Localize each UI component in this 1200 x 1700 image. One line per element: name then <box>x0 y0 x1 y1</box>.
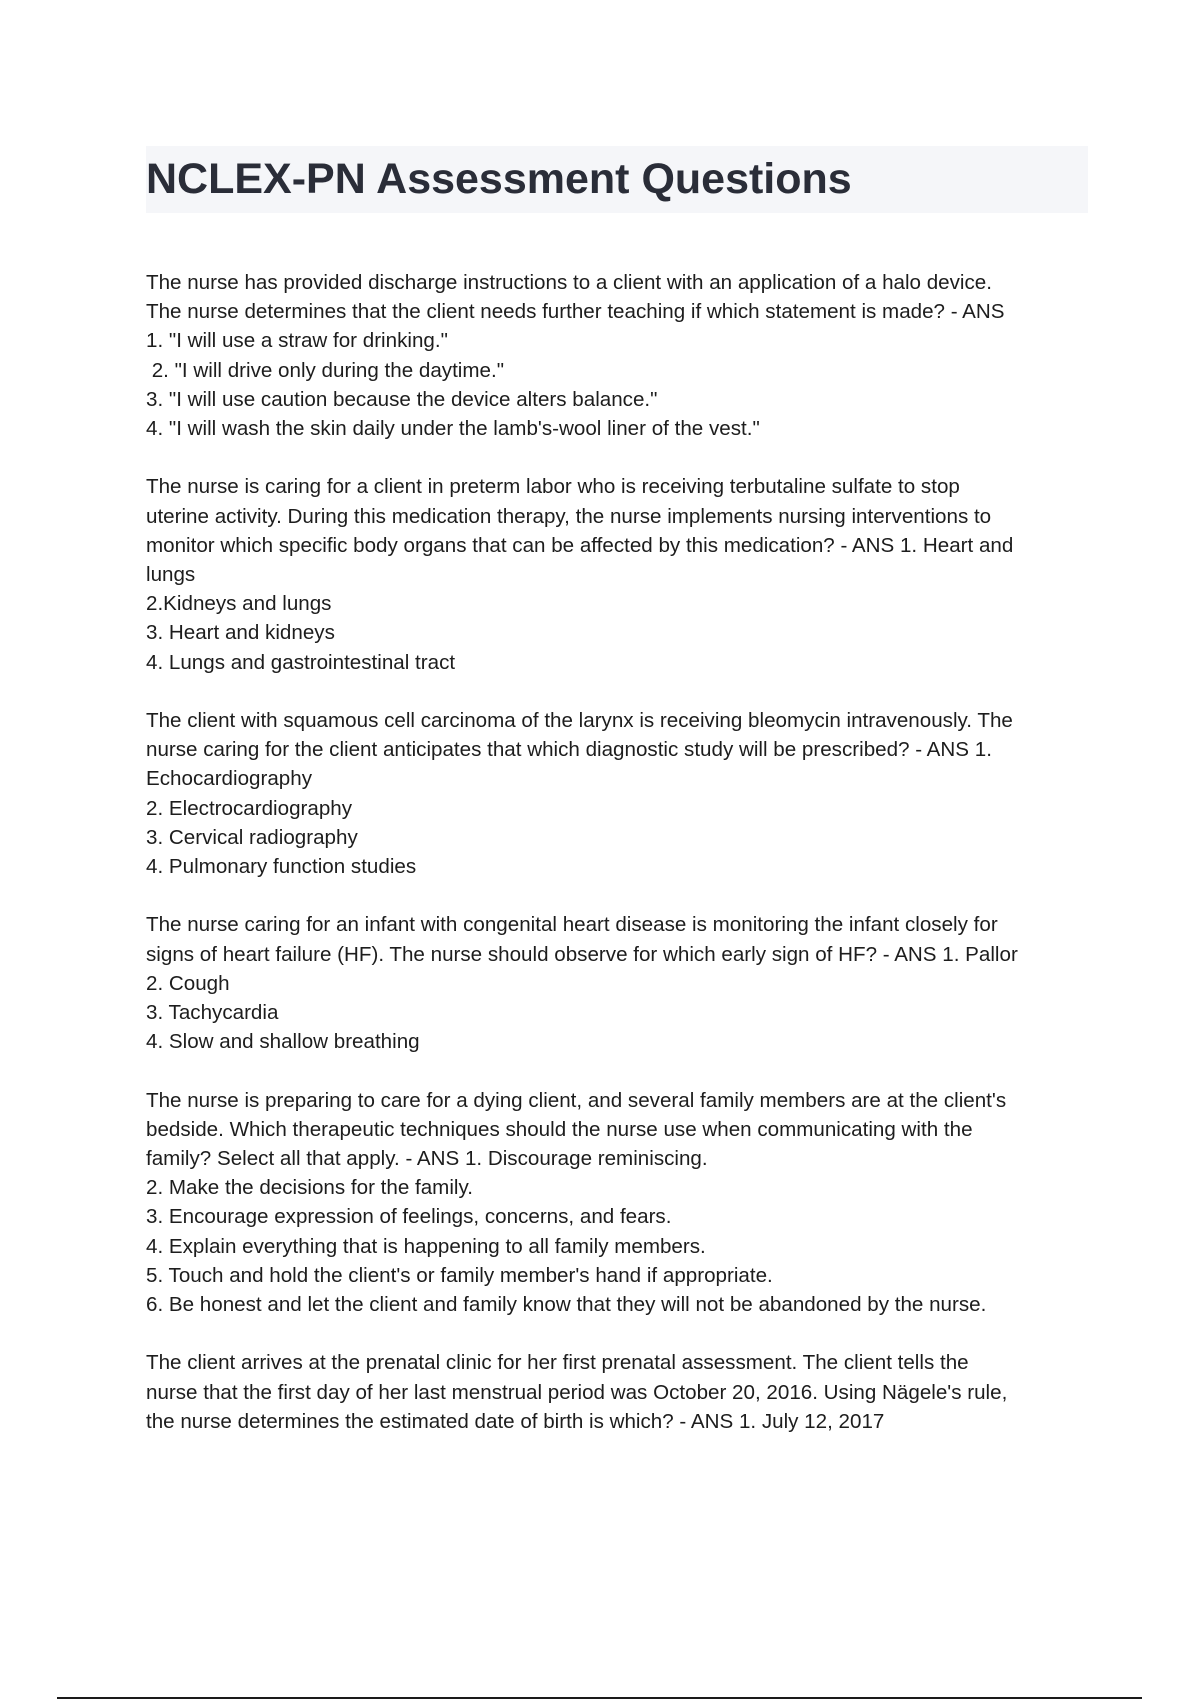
answer-option: 4. Lungs and gastrointestinal tract <box>146 650 456 674</box>
question-line: The nurse is preparing to care for a dying client, and several family members are at the client's <box>146 1088 1007 1112</box>
answer-option: lungs <box>146 563 196 587</box>
answer-option: 5. Touch and hold the client's or family member's hand if appropriate. <box>146 1263 773 1287</box>
question-line: family? Select all that apply. - ANS 1. Discourage reminiscing. <box>146 1147 708 1171</box>
question-line: The client with squamous cell carcinoma of the larynx is receiving bleomycin intravenously. The <box>146 709 1013 733</box>
question-list <box>146 268 1096 1465</box>
footer-divider <box>57 1697 1142 1699</box>
question-line: The nurse determines that the client needs further teaching if which statement is made? - ANS <box>146 300 1005 324</box>
answer-option: 4. Slow and shallow breathing <box>146 1030 420 1054</box>
answer-option: 2. Electrocardiography <box>146 796 353 820</box>
answer-option: 3. Tachycardia <box>146 1001 279 1025</box>
question-line: uterine activity. During this medication therapy, the nurse implements nursing interventions to <box>146 504 992 528</box>
question-line: bedside. Which therapeutic techniques should the nurse use when communicating with the <box>146 1117 973 1141</box>
question-line: monitor which specific body organs that can be affected by this medication? - ANS 1. Heart and <box>146 533 1014 557</box>
answer-option: 1. "I will use a straw for drinking." <box>146 329 448 353</box>
question-line: nurse caring for the client anticipates that which diagnostic study will be prescribed? - ANS 1. <box>146 738 992 762</box>
question-line: the nurse determines the estimated date of birth is which? - ANS 1. July 12, 2017 <box>146 1409 885 1433</box>
question-line: The client arrives at the prenatal clinic for her first prenatal assessment. The client tells the <box>146 1351 969 1375</box>
answer-option: 3. Cervical radiography <box>146 825 358 849</box>
question-line: nurse that the first day of her last menstrual period was October 20, 2016. Using Nägele's rule, <box>146 1380 1008 1404</box>
question-block-1 <box>146 268 1096 443</box>
question-block-4 <box>146 910 1096 1056</box>
answer-option: 4. Explain everything that is happening to all family members. <box>146 1234 706 1258</box>
page-title: NCLEX-PN Assessment Questions <box>146 155 852 203</box>
answer-option: 6. Be honest and let the client and family know that they will not be abandoned by the nurse. <box>146 1293 987 1317</box>
question-block-3 <box>146 706 1096 881</box>
question-line: The nurse has provided discharge instructions to a client with an application of a halo device. <box>146 271 992 294</box>
answer-option: 2.Kidneys and lungs <box>146 592 332 616</box>
answer-option: 3. Encourage expression of feelings, concerns, and fears. <box>146 1205 672 1229</box>
question-block-6 <box>146 1348 1096 1436</box>
question-block-2 <box>146 472 1096 676</box>
title-band <box>146 146 1088 213</box>
question-line: The nurse is caring for a client in preterm labor who is receiving terbutaline sulfate to stop <box>146 475 960 499</box>
question-line: signs of heart failure (HF). The nurse should observe for which early sign of HF? - ANS 1. Pallor <box>146 942 1018 966</box>
answer-option: 2. Cough <box>146 971 230 995</box>
answer-option: 3. Heart and kidneys <box>146 621 335 645</box>
question-block-5 <box>146 1086 1096 1320</box>
answer-option: 2. Make the decisions for the family. <box>146 1176 473 1200</box>
answer-option: 2. "I will drive only during the daytime." <box>146 358 505 382</box>
question-line: The nurse caring for an infant with congenital heart disease is monitoring the infant closely for <box>146 913 998 937</box>
answer-option: 3. "I will use caution because the device alters balance." <box>146 387 658 411</box>
answer-option: 4. "I will wash the skin daily under the lamb's-wool liner of the vest." <box>146 417 760 441</box>
answer-option: Echocardiography <box>146 767 312 791</box>
answer-option: 4. Pulmonary function studies <box>146 855 417 879</box>
